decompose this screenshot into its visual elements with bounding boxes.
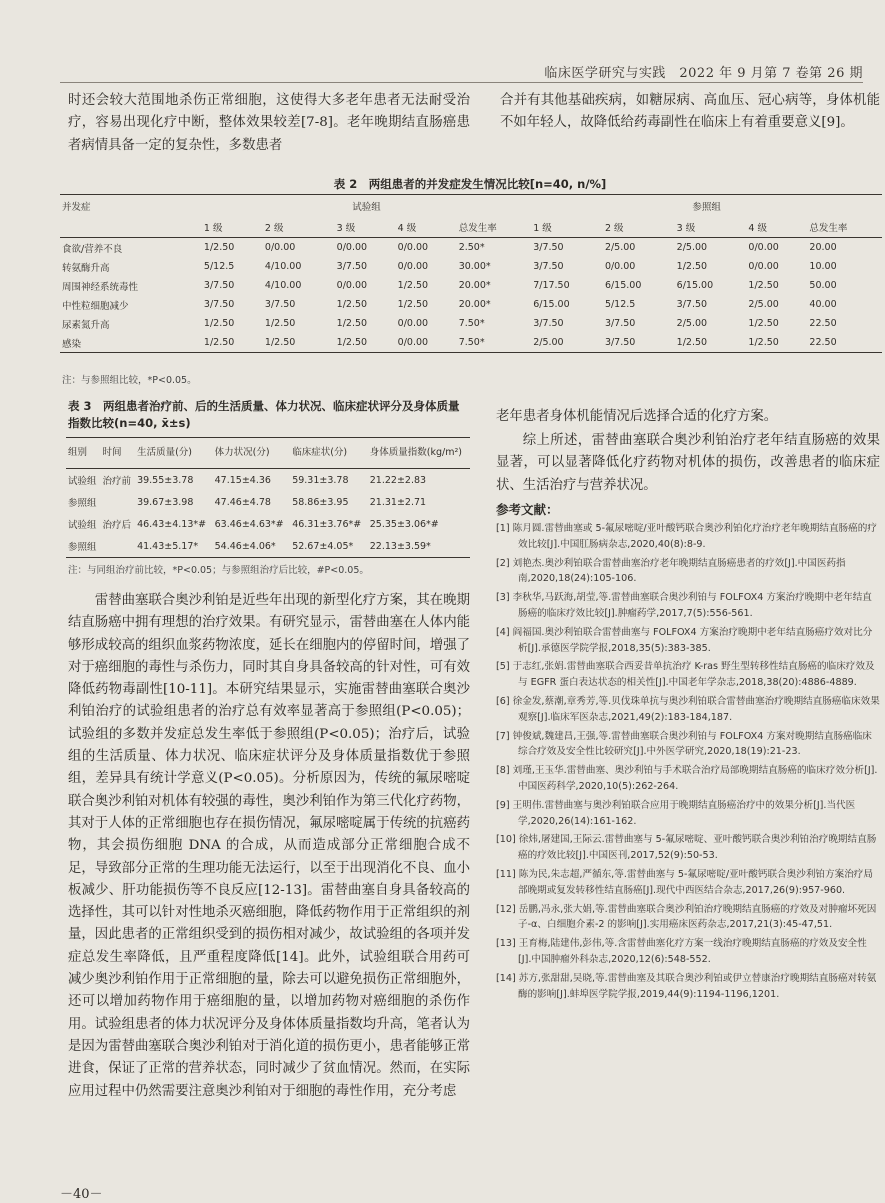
table-cell: 试验组 bbox=[68, 476, 97, 487]
table2 bbox=[60, 194, 882, 353]
table-cell: 54.46±4.06* bbox=[213, 535, 291, 558]
table-cell: 1/2.50 bbox=[748, 318, 779, 329]
table-cell: 0/0.00 bbox=[336, 280, 368, 291]
table-cell: 1/2.50 bbox=[336, 299, 368, 310]
table-cell: 1/2.50 bbox=[335, 333, 396, 353]
table2-subheader: 1 级 bbox=[202, 217, 263, 238]
table-cell: 47.46±4.78 bbox=[214, 496, 271, 508]
conclusion-paragraph: 综上所述，雷替曲塞联合奥沙利铂治疗老年结直肠癌的效果显著，可以显著降低化疗药物对机体的损伤，改善患者的临床症状、生活治疗与营养状况。 bbox=[496, 433, 880, 493]
table-cell: 6/15.00 bbox=[676, 280, 714, 291]
table-cell: 1/2.50 bbox=[203, 242, 235, 253]
table-cell: 感染 bbox=[60, 333, 202, 353]
table2-subheader: 2 级 bbox=[603, 217, 675, 238]
table-cell: 治疗后 bbox=[102, 520, 132, 531]
table-cell: 1/2.50 bbox=[397, 299, 429, 310]
discussion-text bbox=[68, 590, 470, 1178]
table-cell: 0/0.00 bbox=[604, 261, 636, 272]
table2-subheader: 2 级 bbox=[263, 217, 335, 238]
table-row bbox=[60, 257, 882, 276]
table-row bbox=[66, 535, 470, 558]
table-row bbox=[60, 314, 882, 333]
table-cell: 4/10.00 bbox=[264, 280, 302, 291]
right-text-continued: 老年患者身体机能情况后选择合适的化疗方案。 bbox=[496, 409, 778, 424]
table-cell: 2/5.00 bbox=[604, 242, 636, 253]
table-cell: 3/7.50 bbox=[203, 299, 235, 310]
table-cell: 7.50* bbox=[458, 318, 485, 329]
table3-header: 体力状况(分) bbox=[213, 438, 291, 469]
table-cell: 20.00* bbox=[458, 299, 491, 310]
table2-subheader: 1 级 bbox=[531, 217, 603, 238]
table2-subheader-empty bbox=[60, 217, 202, 238]
table-cell: 参照组 bbox=[66, 535, 101, 558]
table-cell: 6/15.00 bbox=[533, 299, 570, 310]
table-cell: 46.31±3.76*# bbox=[292, 518, 362, 530]
table2-subheader: 3 级 bbox=[675, 217, 747, 238]
reference-item: [7] 钟俊斌,魏建昌,王强,等.雷替曲塞联合奥沙利铂与 FOLFOX4 方案对晚期结直肠癌临床综合疗效及安全性比较研究[J].中外医学研究,2020,18(19):21-23. bbox=[496, 730, 872, 758]
table-cell: 25.35±3.06*# bbox=[369, 518, 439, 530]
table2-note: 注：与参照组比较，*P<0.05。 bbox=[62, 375, 197, 386]
table2-subheader: 总发生率 bbox=[457, 217, 532, 238]
table-cell: 1/2.50 bbox=[748, 280, 779, 291]
table-cell: 2.50* bbox=[458, 242, 485, 253]
table-cell: 3/7.50 bbox=[533, 261, 564, 272]
table-cell: 3/7.50 bbox=[533, 318, 564, 329]
table-cell: 1/2.50 bbox=[263, 333, 335, 353]
table3-caption: 表 3 两组患者治疗前、后的生活质量、体力状况、临床症状评分及身体质量指数比较(n=40, x̄±s) bbox=[68, 399, 460, 430]
table-cell: 2/5.00 bbox=[676, 242, 708, 253]
table-row bbox=[60, 276, 882, 295]
reference-item: [10] 徐炜,屠建国,王际云.雷替曲塞与 5-氟尿嘧啶、亚叶酸钙联合奥沙利铂治疗晚期结直肠癌的疗效比较[J].中国医刊,2017,52(9):50-53. bbox=[496, 834, 877, 862]
reference-item: [9] 王明伟.雷替曲塞与奥沙利铂联合应用于晚期结直肠癌治疗中的效果分析[J].当代医学,2020,26(14):161-162. bbox=[496, 799, 856, 827]
table2-header-group-a: 试验组 bbox=[202, 195, 531, 218]
table-cell: 58.86±3.95 bbox=[292, 496, 349, 508]
table3-header: 组别 bbox=[66, 438, 101, 469]
table-cell: 0/0.00 bbox=[396, 333, 457, 353]
table-cell: 22.50 bbox=[809, 318, 837, 329]
reference-item: [11] 陈为民,朱志超,严循东,等.雷替曲塞与 5-氟尿嘧啶/亚叶酸钙联合奥沙利铂方案治疗局部晚期或复发转移性结直肠癌[J].现代中西医结合杂志,2017,26(9):957-960. bbox=[496, 868, 873, 896]
table-cell: 1/2.50 bbox=[202, 333, 263, 353]
reference-item: [2] 刘艳杰.奥沙利铂联合雷替曲塞治疗老年晚期结直肠癌患者的疗效[J].中国医药指南,2020,18(24):105-106. bbox=[496, 557, 846, 585]
table2-header-first: 并发症 bbox=[60, 195, 202, 218]
table-cell: 30.00* bbox=[458, 261, 491, 272]
table-cell: 3/7.50 bbox=[533, 242, 564, 253]
table3 bbox=[66, 437, 470, 558]
reference-item: [3] 李秋华,马跃海,胡莹,等.雷替曲塞联合奥沙利铂与 FOLFOX4 方案治疗晚期中老年结直肠癌的临床疗效比较[J].肿瘤药学,2017,7(5):556-561. bbox=[496, 592, 872, 619]
table-cell: 5/12.5 bbox=[203, 261, 235, 272]
table-cell: 0/0.00 bbox=[336, 242, 368, 253]
table-cell: 52.67±4.05* bbox=[290, 535, 368, 558]
reference-item: [12] 岳鹏,冯永,张大娟,等.雷替曲塞联合奥沙利铂治疗晚期结直肠癌的疗效及对肿瘤坏死因子-α、白细胞介素-2 的影响[J].实用癌床医药杂志,2017,21(3):45-47,51. bbox=[496, 903, 877, 931]
table-cell: 0/0.00 bbox=[748, 242, 779, 253]
table-cell: 50.00 bbox=[809, 280, 837, 291]
table-cell: 2/5.00 bbox=[676, 318, 708, 329]
table-row bbox=[66, 469, 470, 492]
table-cell: 21.22±2.83 bbox=[369, 474, 427, 486]
table-row bbox=[60, 333, 882, 353]
table-cell: 6/15.00 bbox=[604, 280, 642, 291]
table-cell: 41.43±5.17* bbox=[135, 535, 213, 558]
table-cell: 3/7.50 bbox=[336, 261, 368, 272]
table-row bbox=[60, 238, 882, 258]
table-cell: 1/2.50 bbox=[746, 333, 807, 353]
running-header: 临床医学研究与实践 2022 年 9 月第 7 卷第 26 期 bbox=[544, 66, 863, 81]
table-cell: 0/0.00 bbox=[397, 261, 429, 272]
table-cell: 3/7.50 bbox=[676, 299, 708, 310]
table2-subheader: 总发生率 bbox=[807, 217, 882, 238]
table-cell: 7/17.50 bbox=[533, 280, 570, 291]
reference-item: [8] 刘瑾,王玉华.雷替曲塞、奥沙利铂与手术联合治疗局部晚期结直肠癌的临床疗效分析[J].中国医药科学,2020,10(5):262-264. bbox=[496, 765, 878, 792]
table3-header: 时间 bbox=[101, 438, 136, 469]
discussion-paragraph: 雷替曲塞联合奥沙利铂是近些年出现的新型化疗方案，其在晚期结直肠癌中拥有理想的治疗效果。有研究显示，雷替曲塞在人体内能够形成较高的组织血浆药物浓度，延长在细胞内的停留时间，增强了对于癌细胞的毒性与杀伤力，同时其自身具备较高的针对性，可有效降低药物毒副性[10-11]。本研究结果显示，实施雷替曲塞联合奥沙利铂治疗的试验组患者的治疗总有效率显著高于参照组(P<0.05)；试验组的多数并发症总发生率低于参照组(P<0.05)；治疗后，试验组的生活质量、体力状况、临床症状评分及身体质量指数优于参照组，差异具有统计学意义(P<0.05)。分析原因为，传统的氟尿嘧啶联合奥沙利铂对机体有较强的毒性，奥沙利铂作为第三代化疗药物，其对于人体的正常细胞也存在损伤情况，氟尿嘧啶属于传统的抗癌药物，其会损伤细胞 DNA 的合成，从而造成部分正常细胞合成不足，导致部分正常的生理功能无法运行，以至于出现消化不良、血小板减少、肝功能损伤等不良反应[12-13]。雷替曲塞自身具备较高的选择性，其可以针对性地杀灭癌细胞，降低药物作用于正常组织的剂量，因此患者的正常组织受到的损伤相对减少，故试验组的各项并发症总发生率降低，且严重程度降低[14]。此外，试验组联合用药可减少奥沙利铂作用于正常细胞的量，除去可以避免损伤正常细胞外，还可以增加药物作用于癌细胞的量，以增加药物对癌细胞的杀伤作用。试验组患者的体力状况评分及身体体质量指数均升高，笔者认为是因为雷替曲塞联合奥沙利铂对于消化道的损伤更小，患者能够正常进食，保证了正常的营养状态，同时减少了贫血情况。然而，在实际应用过程中仍然需要注意奥沙利铂对于细胞的毒性作用，充分考虑 bbox=[68, 593, 470, 1099]
table-cell: 0/0.00 bbox=[264, 242, 296, 253]
table-cell: 3/7.50 bbox=[603, 333, 675, 353]
table-cell: 59.31±3.78 bbox=[292, 474, 349, 486]
table-cell: 1/2.50 bbox=[264, 318, 296, 329]
table-cell: 转氨酶升高 bbox=[62, 262, 110, 274]
table-cell bbox=[101, 535, 136, 558]
table-cell: 尿素氮升高 bbox=[62, 319, 110, 331]
reference-item: [14] 苏方,张甜甜,吴晓,等.雷替曲塞及其联合奥沙利铂或伊立替康治疗晚期结直肠癌对转氨酶的影响[J].蚌埠医学院学报,2019,44(9):1194-1196,1201. bbox=[496, 972, 877, 1000]
table-cell: 试验组 bbox=[68, 520, 97, 531]
table3-header: 身体质量指数(kg/m²) bbox=[368, 438, 470, 469]
table-cell: 63.46±4.63*# bbox=[214, 518, 284, 530]
reference-item: [1] 陈月圆.雷替曲塞或 5-氟尿嘧啶/亚叶酸钙联合奥沙利铂化疗治疗老年晚期结直肠癌的疗效比较[J].中国肛肠病杂志,2020,40(8):8-9. bbox=[496, 523, 877, 550]
table3-header: 生活质量(分) bbox=[135, 438, 213, 469]
reference-list bbox=[496, 521, 880, 1005]
intro-text-right: 合并有其他基础疾病，如糖尿病、高血压、冠心病等，身体机能不如年轻人，故降低给药毒副性在临床上有着重要意义[9]。 bbox=[500, 93, 880, 131]
table-cell: 3/7.50 bbox=[264, 299, 296, 310]
reference-item: [6] 徐金发,蔡潮,章秀芳,等.贝伐珠单抗与奥沙利铂联合雷替曲塞治疗晚期结直肠癌临床效果观察[J].临床军医杂志,2021,49(2):183-184,187. bbox=[496, 695, 880, 723]
table2-subheader: 4 级 bbox=[396, 217, 457, 238]
table-cell: 食欲/营养不良 bbox=[62, 243, 123, 255]
table-cell: 1/2.50 bbox=[675, 333, 747, 353]
table-cell: 10.00 bbox=[809, 261, 837, 272]
table-cell: 20.00 bbox=[809, 242, 837, 253]
reference-item: [4] 阎福国.奥沙利铂联合雷替曲塞与 FOLFOX4 方案治疗晚期中老年结直肠癌疗效对比分析[J].承德医学院学报,2018,35(5):383-385. bbox=[496, 626, 873, 654]
table-row bbox=[66, 513, 470, 535]
table-cell: 20.00* bbox=[458, 280, 491, 291]
table-cell: 1/2.50 bbox=[676, 261, 708, 272]
table-cell: 22.13±3.59* bbox=[368, 535, 470, 558]
table-cell: 3/7.50 bbox=[203, 280, 235, 291]
table2-subheader: 4 级 bbox=[746, 217, 807, 238]
table-cell: 2/5.00 bbox=[748, 299, 779, 310]
table2-caption: 表 2 两组患者的并发症发生情况比较[n=40, n/%] bbox=[333, 177, 607, 191]
reference-item: [5] 于志红,张娟.雷替曲塞联合西妥昔单抗治疗 K-ras 野生型转移性结直肠癌的临床疗效及与 EGFR 蛋白表达状态的相关性[J].中国老年学杂志,2018,38(20):4886-4889. bbox=[496, 661, 875, 689]
table-cell: 0/0.00 bbox=[748, 261, 779, 272]
table-cell: 2/5.00 bbox=[531, 333, 603, 353]
table-cell: 1/2.50 bbox=[203, 318, 235, 329]
table-cell: 47.15±4.36 bbox=[214, 474, 271, 486]
page-number: －40－ bbox=[60, 1187, 103, 1202]
table3-header: 临床症状(分) bbox=[290, 438, 368, 469]
table-cell: 3/7.50 bbox=[604, 318, 636, 329]
table-cell bbox=[101, 491, 136, 513]
table3-note: 注：与同组治疗前比较，*P<0.05；与参照组治疗后比较，#P<0.05。 bbox=[68, 565, 369, 576]
table-cell: 参照组 bbox=[68, 498, 97, 509]
reference-item: [13] 王育梅,陆建伟,彭伟,等.含雷替曲塞化疗方案一线治疗晚期结直肠癌的疗效及安全性[J].中国肿瘤外科杂志,2020,12(6):548-552. bbox=[496, 938, 867, 965]
intro-text-left: 时还会较大范围地杀伤正常细胞，这使得大多老年患者无法耐受治疗，容易出现化疗中断，整体效果较差[7-8]。老年晚期结直肠癌患者病情具备一定的复杂性，多数患者 bbox=[68, 93, 470, 153]
table-cell: 40.00 bbox=[809, 299, 837, 310]
header-rule bbox=[60, 82, 863, 83]
table-cell: 39.55±3.78 bbox=[137, 474, 194, 486]
table-cell: 周围神经系统毒性 bbox=[62, 281, 139, 293]
table-cell: 46.43±4.13*# bbox=[137, 518, 207, 530]
table2-subheader: 3 级 bbox=[335, 217, 396, 238]
table-cell: 5/12.5 bbox=[604, 299, 636, 310]
table-cell: 22.50 bbox=[807, 333, 882, 353]
table-cell: 1/2.50 bbox=[336, 318, 368, 329]
table-cell: 0/0.00 bbox=[397, 242, 429, 253]
table-row bbox=[60, 295, 882, 314]
table-cell: 21.31±2.71 bbox=[369, 496, 427, 508]
table-cell: 治疗前 bbox=[102, 476, 132, 487]
table-cell: 中性粒细胞减少 bbox=[62, 300, 129, 312]
table-cell: 39.67±3.98 bbox=[137, 496, 194, 508]
references-title: 参考文献： bbox=[496, 502, 559, 517]
table-cell: 7.50* bbox=[457, 333, 532, 353]
table2-header-group-b: 参照组 bbox=[531, 195, 882, 218]
table-cell: 4/10.00 bbox=[264, 261, 302, 272]
table-cell: 0/0.00 bbox=[397, 318, 429, 329]
table-cell: 1/2.50 bbox=[397, 280, 429, 291]
table-row bbox=[66, 491, 470, 513]
